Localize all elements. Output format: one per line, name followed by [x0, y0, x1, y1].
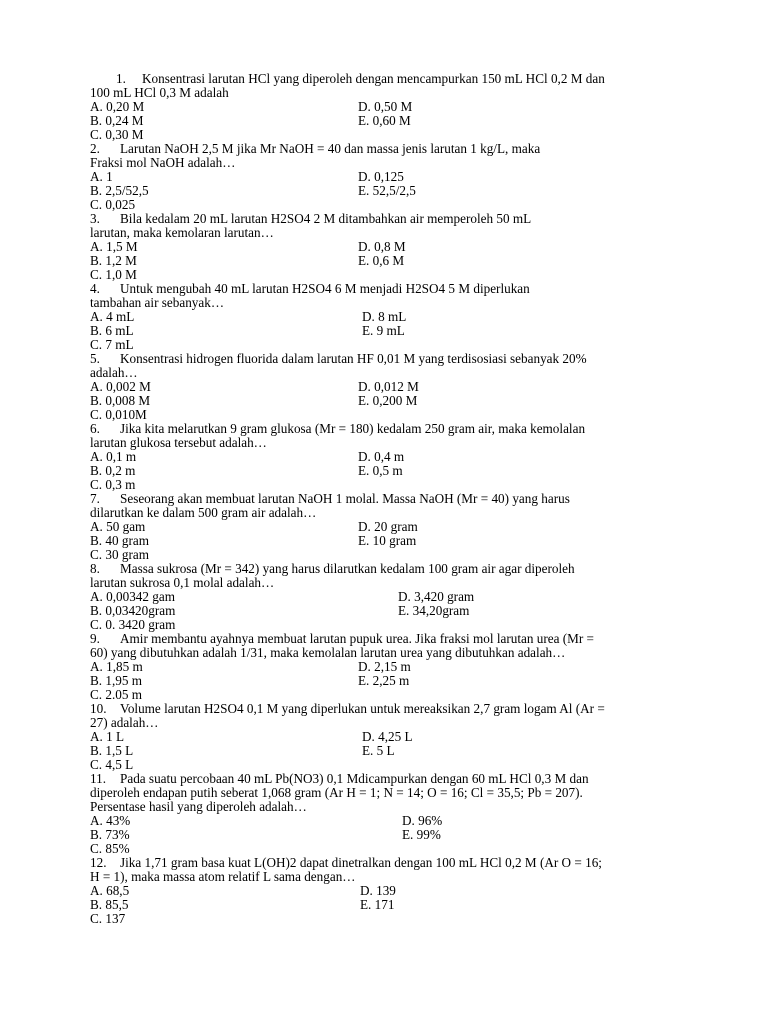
question-text: Massa sukrosa (Mr = 342) yang harus dilarutkan kedalam 100 gram air agar diperoleh	[120, 561, 575, 576]
choice-e: E. 9 mL	[362, 323, 405, 338]
choice-c: C. 1,0 M	[90, 267, 137, 282]
choice-row	[90, 534, 690, 548]
question-number: 6.	[90, 421, 100, 436]
question-11	[90, 772, 690, 856]
question-1	[90, 72, 690, 142]
choice-e: E. 171	[360, 897, 395, 912]
choice-d: D. 0,50 M	[358, 99, 413, 114]
question-text-continued: H = 1), maka massa atom relatif L sama dengan…	[90, 869, 356, 884]
question-first-line	[90, 492, 690, 506]
question-first-line	[90, 352, 690, 366]
choice-b: B. 2,5/52,5	[90, 183, 149, 198]
choice-a: A. 1	[90, 169, 113, 184]
answer-choices	[90, 884, 690, 926]
choice-row	[90, 464, 690, 478]
choice-a: A. 50 gam	[90, 519, 146, 534]
choice-b: B. 85,5	[90, 897, 129, 912]
question-3	[90, 212, 690, 282]
choice-b: B. 0,24 M	[90, 113, 144, 128]
choice-a: A. 1,85 m	[90, 659, 143, 674]
question-first-line	[90, 212, 690, 226]
choice-b: B. 0,2 m	[90, 463, 136, 478]
choice-c: C. 85%	[90, 841, 130, 856]
choice-row	[90, 478, 690, 492]
question-text: Jika 1,71 gram basa kuat L(OH)2 dapat dinetralkan dengan 100 mL HCl 0,2 M (Ar O = 16;	[120, 855, 602, 870]
question-number: 2.	[90, 141, 100, 156]
question-text-continued: 100 mL HCl 0,3 M adalah	[90, 85, 229, 100]
choice-row	[90, 898, 690, 912]
question-first-line	[90, 282, 690, 296]
choice-row	[90, 380, 690, 394]
choice-row	[90, 674, 690, 688]
question-number: 1.	[116, 71, 126, 86]
question-first-line	[90, 142, 690, 156]
choice-row	[90, 688, 690, 702]
choice-b: B. 6 mL	[90, 323, 134, 338]
choice-row	[90, 660, 690, 674]
choice-d: D. 96%	[402, 813, 443, 828]
choice-a: A. 1 L	[90, 729, 125, 744]
choice-row	[90, 828, 690, 842]
question-text-continued: larutan glukosa tersebut adalah…	[90, 435, 267, 450]
question-first-line	[90, 632, 690, 646]
choice-d: D. 20 gram	[358, 519, 418, 534]
answer-choices	[90, 730, 690, 772]
question-9	[90, 632, 690, 702]
question-number: 4.	[90, 281, 100, 296]
choice-row	[90, 268, 690, 282]
choice-a: A. 0,00342 gam	[90, 589, 175, 604]
question-text-continued: 60) yang dibutuhkan adalah 1/31, maka kemolalan larutan urea yang dibutuhkan adalah…	[90, 645, 566, 660]
choice-row	[90, 170, 690, 184]
question-text: Seseorang akan membuat larutan NaOH 1 molal. Massa NaOH (Mr = 40) yang harus	[120, 491, 570, 506]
answer-choices	[90, 450, 690, 492]
question-text: Volume larutan H2SO4 0,1 M yang diperlukan untuk mereaksikan 2,7 gram logam Al (Ar =	[120, 701, 605, 716]
choice-row	[90, 604, 690, 618]
question-number: 5.	[90, 351, 100, 366]
question-text-continued: adalah…	[90, 365, 138, 380]
answer-choices	[90, 100, 690, 142]
question-text-continued: 27) adalah…	[90, 715, 159, 730]
choice-d: D. 0,012 M	[358, 379, 419, 394]
choice-row	[90, 338, 690, 352]
choice-a: A. 68,5	[90, 883, 130, 898]
choice-a: A. 1,5 M	[90, 239, 138, 254]
choice-d: D. 139	[360, 883, 396, 898]
choice-a: A. 0,002 M	[90, 379, 151, 394]
choice-d: D. 3,420 gram	[398, 589, 475, 604]
answer-choices	[90, 660, 690, 702]
choice-e: E. 34,20gram	[398, 603, 470, 618]
choice-b: B. 40 gram	[90, 533, 149, 548]
choice-row	[90, 394, 690, 408]
choice-row	[90, 198, 690, 212]
choice-e: E. 99%	[402, 827, 441, 842]
choice-c: C. 0,025	[90, 197, 136, 212]
question-number: 10.	[90, 701, 107, 716]
choice-row	[90, 912, 690, 926]
question-text: Konsentrasi larutan HCl yang diperoleh dengan mencampurkan 150 mL HCl 0,2 M dan	[142, 71, 605, 86]
question-list	[90, 72, 690, 926]
choice-row	[90, 744, 690, 758]
question-number: 11.	[90, 771, 106, 786]
choice-e: E. 0,5 m	[358, 463, 403, 478]
choice-d: D. 0,8 M	[358, 239, 406, 254]
choice-row	[90, 184, 690, 198]
choice-a: A. 43%	[90, 813, 131, 828]
question-first-line	[90, 856, 690, 870]
answer-choices	[90, 240, 690, 282]
choice-d: D. 0,125	[358, 169, 404, 184]
choice-row	[90, 814, 690, 828]
question-text: Bila kedalam 20 mL larutan H2SO4 2 M ditambahkan air memperoleh 50 mL	[120, 211, 532, 226]
choice-c: C. 30 gram	[90, 547, 149, 562]
choice-b: B. 73%	[90, 827, 130, 842]
question-text: Amir membantu ayahnya membuat larutan pupuk urea. Jika fraksi mol larutan urea (Mr =	[120, 631, 594, 646]
choice-row	[90, 310, 690, 324]
choice-e: E. 5 L	[362, 743, 395, 758]
choice-d: D. 4,25 L	[362, 729, 413, 744]
answer-choices	[90, 590, 690, 632]
choice-c: C. 137	[90, 911, 126, 926]
question-text: Konsentrasi hidrogen fluorida dalam larutan HF 0,01 M yang terdisosiasi sebanyak 20%	[120, 351, 587, 366]
choice-row	[90, 450, 690, 464]
choice-row	[90, 408, 690, 422]
choice-c: C. 0,30 M	[90, 127, 144, 142]
choice-d: D. 2,15 m	[358, 659, 411, 674]
question-number: 9.	[90, 631, 100, 646]
choice-row	[90, 758, 690, 772]
choice-row	[90, 590, 690, 604]
question-8	[90, 562, 690, 632]
question-text-continued: dilarutkan ke dalam 500 gram air adalah…	[90, 505, 317, 520]
question-text: Pada suatu percobaan 40 mL Pb(NO3) 0,1 Mdicampurkan dengan 60 mL HCl 0,3 M dan	[120, 771, 589, 786]
question-first-line	[90, 702, 690, 716]
question-number: 7.	[90, 491, 100, 506]
choice-row	[90, 254, 690, 268]
question-first-line	[90, 422, 690, 436]
choice-e: E. 10 gram	[358, 533, 417, 548]
choice-a: A. 0,1 m	[90, 449, 137, 464]
answer-choices	[90, 170, 690, 212]
choice-row	[90, 548, 690, 562]
question-number: 8.	[90, 561, 100, 576]
choice-row	[90, 240, 690, 254]
choice-row	[90, 128, 690, 142]
choice-row	[90, 618, 690, 632]
choice-c: C. 4,5 L	[90, 757, 134, 772]
question-number: 3.	[90, 211, 100, 226]
question-text-continued: diperoleh endapan putih seberat 1,068 gram (Ar H = 1; N = 14; O = 16; Cl = 35,5; Pb = 207).	[90, 785, 583, 800]
answer-choices	[90, 814, 690, 856]
choice-row	[90, 100, 690, 114]
choice-c: C. 0,010M	[90, 407, 147, 422]
choice-a: A. 4 mL	[90, 309, 135, 324]
question-text-continued: larutan sukrosa 0,1 molal adalah…	[90, 575, 275, 590]
choice-d: D. 0,4 m	[358, 449, 405, 464]
choice-d: D. 8 mL	[362, 309, 407, 324]
question-text-continued: Fraksi mol NaOH adalah…	[90, 155, 236, 170]
choice-e: E. 52,5/2,5	[358, 183, 416, 198]
choice-row	[90, 114, 690, 128]
question-text: Jika kita melarutkan 9 gram glukosa (Mr = 180) kedalam 250 gram air, maka kemolalan	[120, 421, 586, 436]
choice-row	[90, 842, 690, 856]
question-text-continued: Persentase hasil yang diperoleh adalah…	[90, 799, 307, 814]
choice-c: C. 7 mL	[90, 337, 134, 352]
question-text-continued: tambahan air sebanyak…	[90, 295, 225, 310]
question-first-line	[90, 72, 690, 86]
answer-choices	[90, 380, 690, 422]
question-2	[90, 142, 690, 212]
question-number: 12.	[90, 855, 107, 870]
question-5	[90, 352, 690, 422]
question-6	[90, 422, 690, 492]
choice-c: C. 0. 3420 gram	[90, 617, 176, 632]
answer-choices	[90, 520, 690, 562]
choice-e: E. 2,25 m	[358, 673, 410, 688]
question-text: Untuk mengubah 40 mL larutan H2SO4 6 M menjadi H2SO4 5 M diperlukan	[120, 281, 530, 296]
choice-row	[90, 730, 690, 744]
choice-row	[90, 324, 690, 338]
choice-b: B. 1,2 M	[90, 253, 137, 268]
choice-b: B. 0,008 M	[90, 393, 151, 408]
question-first-line	[90, 562, 690, 576]
choice-b: B. 0,03420gram	[90, 603, 176, 618]
choice-c: C. 2.05 m	[90, 687, 143, 702]
choice-e: E. 0,60 M	[358, 113, 411, 128]
choice-e: E. 0,200 M	[358, 393, 418, 408]
choice-c: C. 0,3 m	[90, 477, 136, 492]
choice-row	[90, 884, 690, 898]
question-4	[90, 282, 690, 352]
question-first-line	[90, 772, 690, 786]
question-7	[90, 492, 690, 562]
choice-e: E. 0,6 M	[358, 253, 405, 268]
question-10	[90, 702, 690, 772]
choice-b: B. 1,95 m	[90, 673, 143, 688]
choice-row	[90, 520, 690, 534]
question-text-continued: larutan, maka kemolaran larutan…	[90, 225, 274, 240]
question-text: Larutan NaOH 2,5 M jika Mr NaOH = 40 dan massa jenis larutan 1 kg/L, maka	[120, 141, 541, 156]
question-12	[90, 856, 690, 926]
answer-choices	[90, 310, 690, 352]
choice-a: A. 0,20 M	[90, 99, 145, 114]
choice-b: B. 1,5 L	[90, 743, 134, 758]
